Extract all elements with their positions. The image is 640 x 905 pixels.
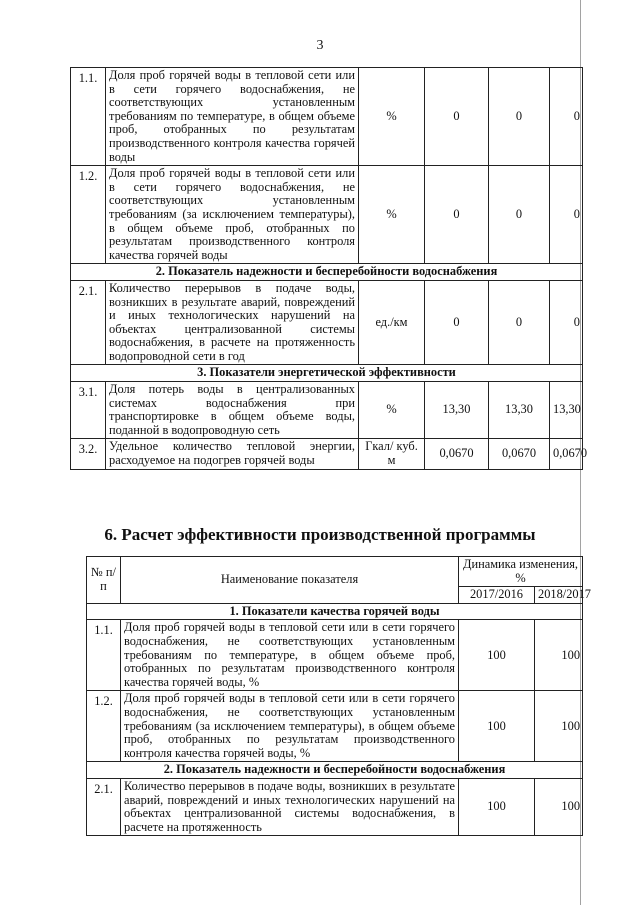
row-value-2: 100 — [535, 691, 583, 762]
section-title: 2. Показатель надежности и бесперебойности водоснабжения — [87, 762, 583, 779]
row-description: Доля потерь воды в централизованных системах водоснабжения при транспортировке в общем объеме воды, поданной в водопроводную сеть — [106, 382, 359, 439]
section-title: 1. Показатели качества горячей воды — [87, 603, 583, 620]
indicators-table — [70, 67, 588, 470]
row-value-1: 0 — [425, 280, 489, 365]
table-row — [71, 166, 583, 264]
row-value-3: 0 — [550, 68, 583, 166]
section-title: 2. Показатель надежности и бесперебойности водоснабжения — [71, 264, 583, 281]
row-number: 1.1. — [71, 68, 106, 166]
row-description: Доля проб горячей воды в тепловой сети или в сети горячего водоснабжения, не соответствующих установленным требованиям (за исключением температуры), в общем объеме проб, отобранных по результатам производственного контроля качества горячей воды — [106, 166, 359, 264]
section-heading: 6. Расчет эффективности производственной программы — [104, 525, 536, 544]
row-value-2: 0 — [489, 280, 550, 365]
row-number: 2.1. — [87, 778, 121, 835]
row-value-2: 13,30 — [489, 382, 550, 439]
header-name: Наименование показателя — [121, 557, 459, 604]
row-description: Доля проб горячей воды в тепловой сети или в сети горячего водоснабжения, не соответствующих установленным требованиям по температуре, в общем объеме проб, отобранных по результатам производственного контроля качества горячей воды — [106, 68, 359, 166]
section-row — [87, 603, 583, 620]
row-value-1: 13,30 — [425, 382, 489, 439]
row-description: Доля проб горячей воды в тепловой сети или в сети горячего водоснабжения, не соответствующих установленным требованиям по температуре, в общем объеме проб, отобранных по результатам производственного контроля качества горячей воды, % — [121, 620, 459, 691]
row-value-3: 0 — [550, 280, 583, 365]
row-unit: Гкал/ куб. м — [359, 439, 425, 469]
row-value-2: 100 — [535, 620, 583, 691]
row-number: 1.2. — [87, 691, 121, 762]
table-row — [71, 68, 583, 166]
row-value-3: 0,0670 — [550, 439, 583, 469]
row-number: 3.1. — [71, 382, 106, 439]
row-value-2: 0 — [489, 166, 550, 264]
row-value-3: 13,30 — [550, 382, 583, 439]
row-unit: % — [359, 382, 425, 439]
table-row — [87, 691, 583, 762]
section-row — [71, 264, 583, 281]
table-row — [71, 439, 583, 469]
row-value-3: 0 — [550, 166, 583, 264]
table-row — [87, 778, 583, 835]
row-description: Количество перерывов в подаче воды, возникших в результате аварий, повреждений и иных технологических нарушений на объектах централизованной системы водоснабжения, в расчете на протяженность — [121, 778, 459, 835]
section-title: 3. Показатели энергетической эффективности — [71, 365, 583, 382]
row-value-1: 100 — [459, 620, 535, 691]
row-value-2: 0 — [489, 68, 550, 166]
row-number: 1.2. — [71, 166, 106, 264]
table-row — [71, 280, 583, 365]
row-unit: % — [359, 68, 425, 166]
indicators-table-body — [71, 68, 588, 470]
page-number: 3 — [316, 38, 324, 53]
row-unit: % — [359, 166, 425, 264]
efficiency-table-body — [87, 603, 583, 836]
row-unit: ед./км — [359, 280, 425, 365]
header-year-2: 2018/2017 — [535, 587, 583, 604]
row-number: 2.1. — [71, 280, 106, 365]
header-dynamics: Динамика изменения, % — [459, 557, 583, 587]
row-description: Доля проб горячей воды в тепловой сети или в сети горячего водоснабжения, не соответствующих установленным требованиям (за исключением температуры), в общем объеме проб, отобранных по результатам производственного контроля качества горячей воды, % — [121, 691, 459, 762]
table-row — [71, 382, 583, 439]
section-row — [71, 365, 583, 382]
row-value-1: 0 — [425, 68, 489, 166]
row-value-2: 100 — [535, 778, 583, 835]
row-value-1: 100 — [459, 691, 535, 762]
efficiency-table — [86, 556, 592, 836]
row-value-2: 0,0670 — [489, 439, 550, 469]
header-num: № п/п — [87, 557, 121, 604]
row-value-1: 0 — [425, 166, 489, 264]
row-number: 3.2. — [71, 439, 106, 469]
row-value-1: 100 — [459, 778, 535, 835]
row-description: Количество перерывов в подаче воды, возникших в результате аварий, повреждений и иных технологических нарушений на объектах централизованной системы водоснабжения, в расчете на протяженность водопроводной сети в год — [106, 280, 359, 365]
table-row — [87, 620, 583, 691]
table-header-row — [87, 557, 583, 587]
section-row — [87, 762, 583, 779]
header-year-1: 2017/2016 — [459, 587, 535, 604]
row-description: Удельное количество тепловой энергии, расходуемое на подогрев горячей воды — [106, 439, 359, 469]
row-number: 1.1. — [87, 620, 121, 691]
row-value-1: 0,0670 — [425, 439, 489, 469]
